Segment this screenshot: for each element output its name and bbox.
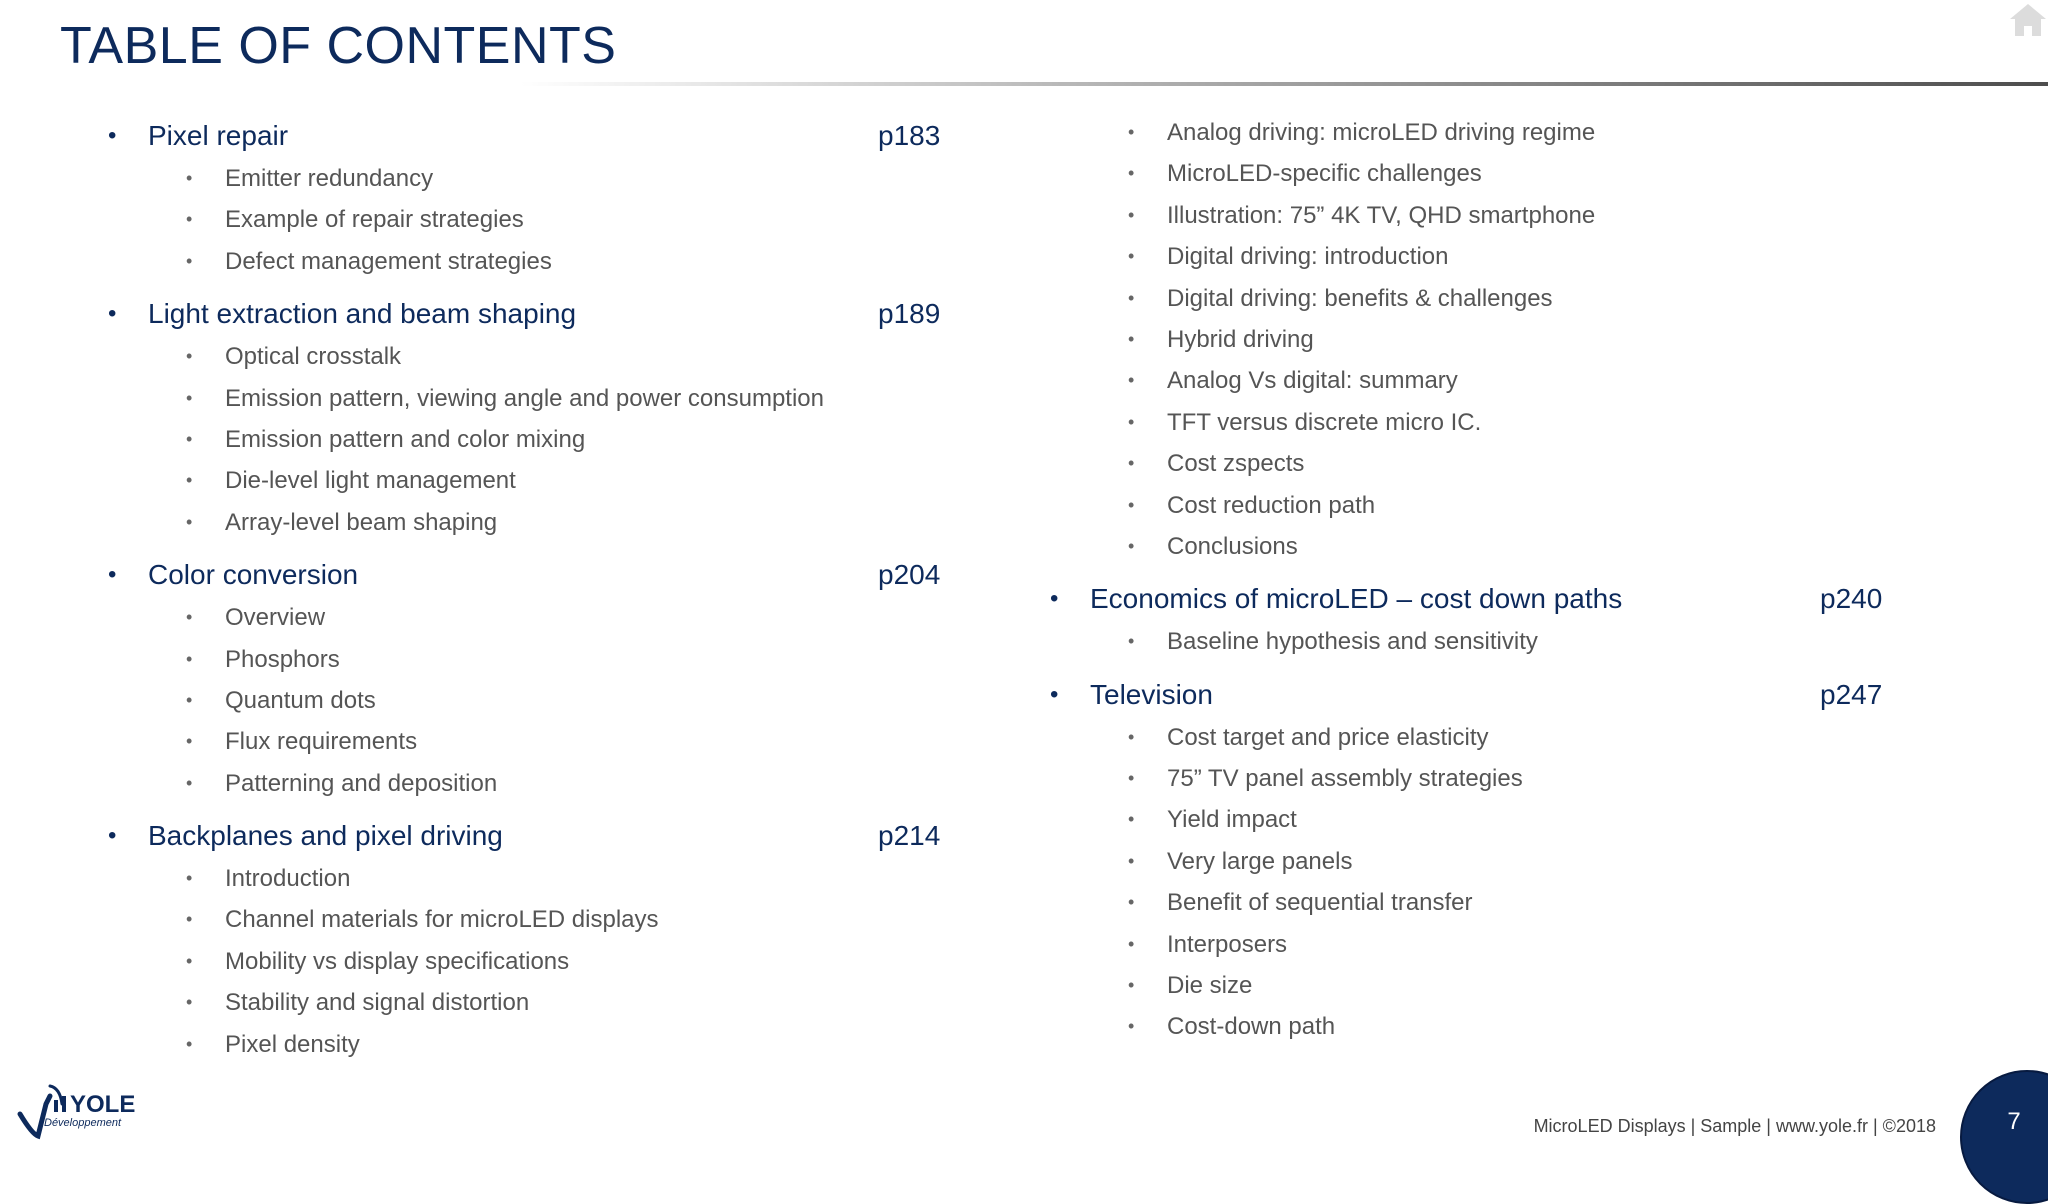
toc-subitems-continued (1050, 112, 1910, 567)
toc-subitem[interactable]: • Cost reduction path (1050, 485, 1910, 526)
toc-entry-page: p240 (1820, 583, 1883, 615)
toc-entry-label: Light extraction and beam shaping (148, 298, 577, 330)
toc-subitem[interactable]: • Overview (108, 597, 948, 638)
toc-entry-page: p189 (878, 298, 941, 330)
bullet-icon: • (186, 772, 193, 793)
bullet-icon: • (186, 689, 193, 710)
bullet-icon: • (186, 511, 193, 532)
toc-entry-page: p214 (878, 820, 941, 852)
bullet-icon: • (1128, 631, 1135, 652)
bullet-icon: • (186, 950, 193, 971)
toc-subitem[interactable]: • Conclusions (1050, 526, 1910, 567)
toc-right-column (1050, 112, 1910, 1048)
footer-source: MicroLED Displays | Sample | www.yole.fr | ©2018 (1533, 1116, 1936, 1136)
toc-entry-label: Economics of microLED – cost down paths (1090, 583, 1623, 615)
toc-section (108, 553, 948, 804)
bullet-icon: • (1050, 585, 1059, 613)
bullet-icon: • (1128, 933, 1135, 954)
toc-subitem[interactable]: • Cost-down path (1050, 1006, 1910, 1047)
toc-subitems (108, 858, 948, 1065)
bullet-icon: • (1128, 726, 1135, 747)
toc-subitem[interactable]: • Pixel density (108, 1024, 948, 1065)
toc-subitem[interactable]: • Introduction (108, 858, 948, 899)
toc-entry-backplanes[interactable] (108, 814, 948, 858)
bullet-icon: • (1128, 1016, 1135, 1037)
toc-subitem[interactable]: • Cost target and price elasticity (1050, 717, 1910, 758)
toc-subitems (1050, 621, 1910, 662)
toc-subitem[interactable]: • Emitter redundancy (108, 158, 948, 199)
bullet-icon: • (1128, 204, 1135, 225)
toc-subitem[interactable]: • Stability and signal distortion (108, 982, 948, 1023)
toc-subitem[interactable]: • Quantum dots (108, 680, 948, 721)
bullet-icon: • (1128, 494, 1135, 515)
bullet-icon: • (186, 168, 193, 188)
toc-subitem[interactable]: • Phosphors (108, 639, 948, 680)
page-number: 7 (2007, 1108, 2021, 1135)
bullet-icon: • (108, 122, 117, 149)
toc-entry-television[interactable] (1050, 673, 1910, 717)
bullet-icon: • (186, 1033, 193, 1054)
toc-subitem[interactable]: • Very large panels (1050, 841, 1910, 882)
toc-subitem[interactable]: • Hybrid driving (1050, 319, 1910, 360)
toc-section (1050, 577, 1910, 662)
bullet-icon: • (186, 607, 193, 628)
bullet-icon: • (108, 561, 117, 589)
toc-subitem[interactable]: • MicroLED-specific challenges (1050, 153, 1910, 194)
toc-subitem[interactable]: • Analog driving: microLED driving regime (1050, 112, 1910, 153)
logo-brand: YOLE (70, 1091, 136, 1118)
bullet-icon: • (1128, 535, 1135, 556)
toc-subitem[interactable]: • Optical crosstalk (108, 336, 948, 377)
bullet-icon: • (1128, 411, 1135, 432)
toc-subitem[interactable]: • Interposers (1050, 924, 1910, 965)
bullet-icon: • (186, 992, 193, 1013)
bullet-icon: • (1128, 328, 1135, 349)
toc-section (1050, 673, 1910, 1048)
bullet-icon: • (1128, 246, 1135, 267)
toc-subitems (108, 336, 948, 543)
toc-section (108, 814, 948, 1065)
home-icon[interactable] (2008, 0, 2048, 40)
bullet-icon: • (186, 470, 193, 491)
toc-subitem[interactable]: • Die size (1050, 965, 1910, 1006)
bullet-icon: • (1128, 122, 1135, 142)
toc-subitem[interactable]: • Cost zspects (1050, 443, 1910, 484)
toc-subitems (108, 597, 948, 804)
toc-subitem[interactable]: • Array-level beam shaping (108, 502, 948, 543)
toc-subitem[interactable]: • TFT versus discrete micro IC. (1050, 402, 1910, 443)
toc-entry-light-extraction[interactable] (108, 292, 948, 336)
toc-entry-label: Pixel repair (148, 120, 289, 151)
bullet-icon: • (1128, 892, 1135, 913)
toc-section (108, 292, 948, 543)
toc-subitem[interactable]: • Mobility vs display specifications (108, 941, 948, 982)
bullet-icon: • (1128, 975, 1135, 996)
bullet-icon: • (1128, 287, 1135, 308)
toc-subitem[interactable]: • Analog Vs digital: summary (1050, 360, 1910, 401)
bullet-icon: • (186, 387, 193, 408)
toc-subitems (108, 158, 948, 282)
bullet-icon: • (1050, 680, 1059, 708)
title-divider (520, 82, 2048, 86)
toc-subitem[interactable]: • Channel materials for microLED displays (108, 899, 948, 940)
bullet-icon: • (186, 648, 193, 669)
toc-subitem[interactable]: • Yield impact (1050, 799, 1910, 840)
toc-subitem[interactable]: • Patterning and deposition (108, 763, 948, 804)
toc-entry-page: p204 (878, 559, 941, 591)
toc-left-column (108, 114, 948, 1065)
bullet-icon: • (186, 428, 193, 449)
bullet-icon: • (108, 822, 117, 850)
bullet-icon: • (186, 209, 193, 230)
yole-logo (16, 1074, 156, 1146)
toc-section (108, 114, 948, 282)
page-title: TABLE OF CONTENTS (60, 17, 617, 75)
bullet-icon: • (1128, 163, 1135, 184)
toc-subitem[interactable]: • Digital driving: benefits & challenges (1050, 278, 1910, 319)
toc-entry-pixel-repair[interactable] (108, 114, 948, 158)
toc-subitem[interactable]: • Example of repair strategies (108, 199, 948, 240)
bullet-icon: • (1128, 809, 1135, 830)
toc-entry-label: Television (1090, 678, 1213, 710)
toc-entry-label: Color conversion (148, 559, 359, 591)
bullet-icon: • (1128, 850, 1135, 871)
toc-entry-page: p183 (878, 120, 941, 151)
bullet-icon: • (186, 346, 193, 367)
toc-entry-page: p247 (1820, 678, 1883, 710)
page-number-badge (1960, 1070, 2048, 1204)
bullet-icon: • (186, 731, 193, 752)
toc-subitem[interactable]: • Digital driving: introduction (1050, 236, 1910, 277)
toc-subitem[interactable]: • Defect management strategies (108, 241, 948, 282)
bullet-icon: • (1128, 370, 1135, 391)
toc-subitem[interactable]: • Die-level light management (108, 460, 948, 501)
toc-subitem[interactable]: • Illustration: 75” 4K TV, QHD smartphone (1050, 195, 1910, 236)
logo-tagline: Développement (44, 1117, 122, 1129)
bullet-icon: • (186, 250, 193, 271)
toc-subitem[interactable]: • Emission pattern and color mixing (108, 419, 948, 460)
bullet-icon: • (1128, 453, 1135, 474)
bullet-icon: • (186, 868, 193, 889)
toc-entry-label: Backplanes and pixel driving (148, 820, 503, 852)
toc-subitem[interactable]: • Emission pattern, viewing angle and power consumption (108, 378, 948, 419)
bullet-icon: • (1128, 768, 1135, 789)
toc-subitem[interactable]: • Baseline hypothesis and sensitivity (1050, 621, 1910, 662)
bullet-icon: • (108, 300, 117, 328)
toc-subitems (1050, 717, 1910, 1048)
toc-subitem[interactable]: • Benefit of sequential transfer (1050, 882, 1910, 923)
toc-subitem[interactable]: • Flux requirements (108, 721, 948, 762)
toc-entry-color-conversion[interactable] (108, 553, 948, 597)
bullet-icon: • (186, 909, 193, 930)
toc-subitem[interactable]: • 75” TV panel assembly strategies (1050, 758, 1910, 799)
toc-entry-economics[interactable] (1050, 577, 1910, 621)
